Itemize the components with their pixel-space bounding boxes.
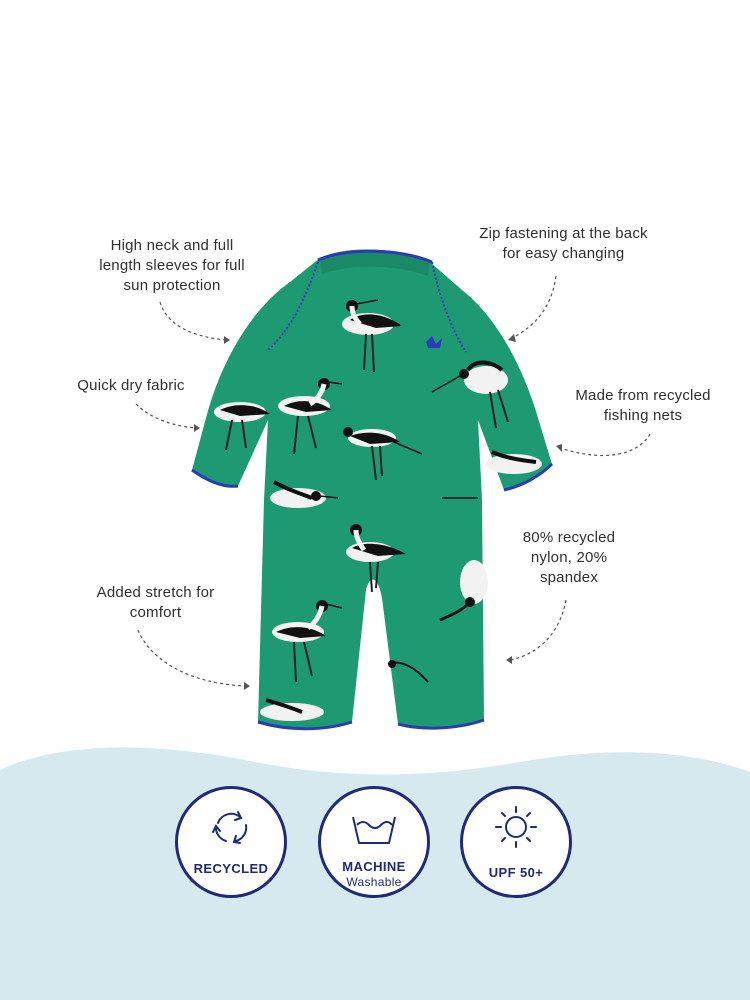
washable-label: Washable xyxy=(346,875,402,889)
feature-material-line-1: 80% recycled xyxy=(522,529,616,546)
recycled-label: RECYCLED xyxy=(193,861,269,876)
feature-neck-sleeves xyxy=(62,236,282,296)
feature-dry-line-1: Quick dry fabric xyxy=(77,377,185,394)
feature-quick-dry xyxy=(46,376,216,396)
recycle-icon xyxy=(178,803,284,849)
feature-nets-line-2: fishing nets xyxy=(603,407,683,424)
sun-icon xyxy=(463,803,569,849)
upf-badge xyxy=(460,786,572,898)
feature-stretch-line-2: comfort xyxy=(129,604,182,621)
recycled-badge xyxy=(175,786,287,898)
machine-label: MACHINE xyxy=(342,859,406,874)
feature-neck-line-1: High neck and full xyxy=(110,237,234,254)
feature-zip xyxy=(456,224,671,264)
feature-zip-line-2: for easy changing xyxy=(502,245,625,262)
wash-basin-icon xyxy=(321,803,427,849)
feature-material xyxy=(494,528,644,588)
machine-washable-badge xyxy=(318,786,430,898)
feature-stretch xyxy=(58,583,253,623)
feature-nets-line-1: Made from recycled xyxy=(575,387,711,404)
feature-recycled-nets xyxy=(548,386,738,426)
feature-material-line-3: spandex xyxy=(539,569,599,586)
feature-neck-line-3: sun protection xyxy=(123,277,221,294)
feature-stretch-line-1: Added stretch for xyxy=(96,584,215,601)
upf-label: UPF 50+ xyxy=(488,865,544,880)
feature-neck-line-2: length sleeves for full xyxy=(99,257,245,274)
feature-material-line-2: nylon, 20% xyxy=(530,549,608,566)
feature-zip-line-1: Zip fastening at the back xyxy=(479,225,648,242)
